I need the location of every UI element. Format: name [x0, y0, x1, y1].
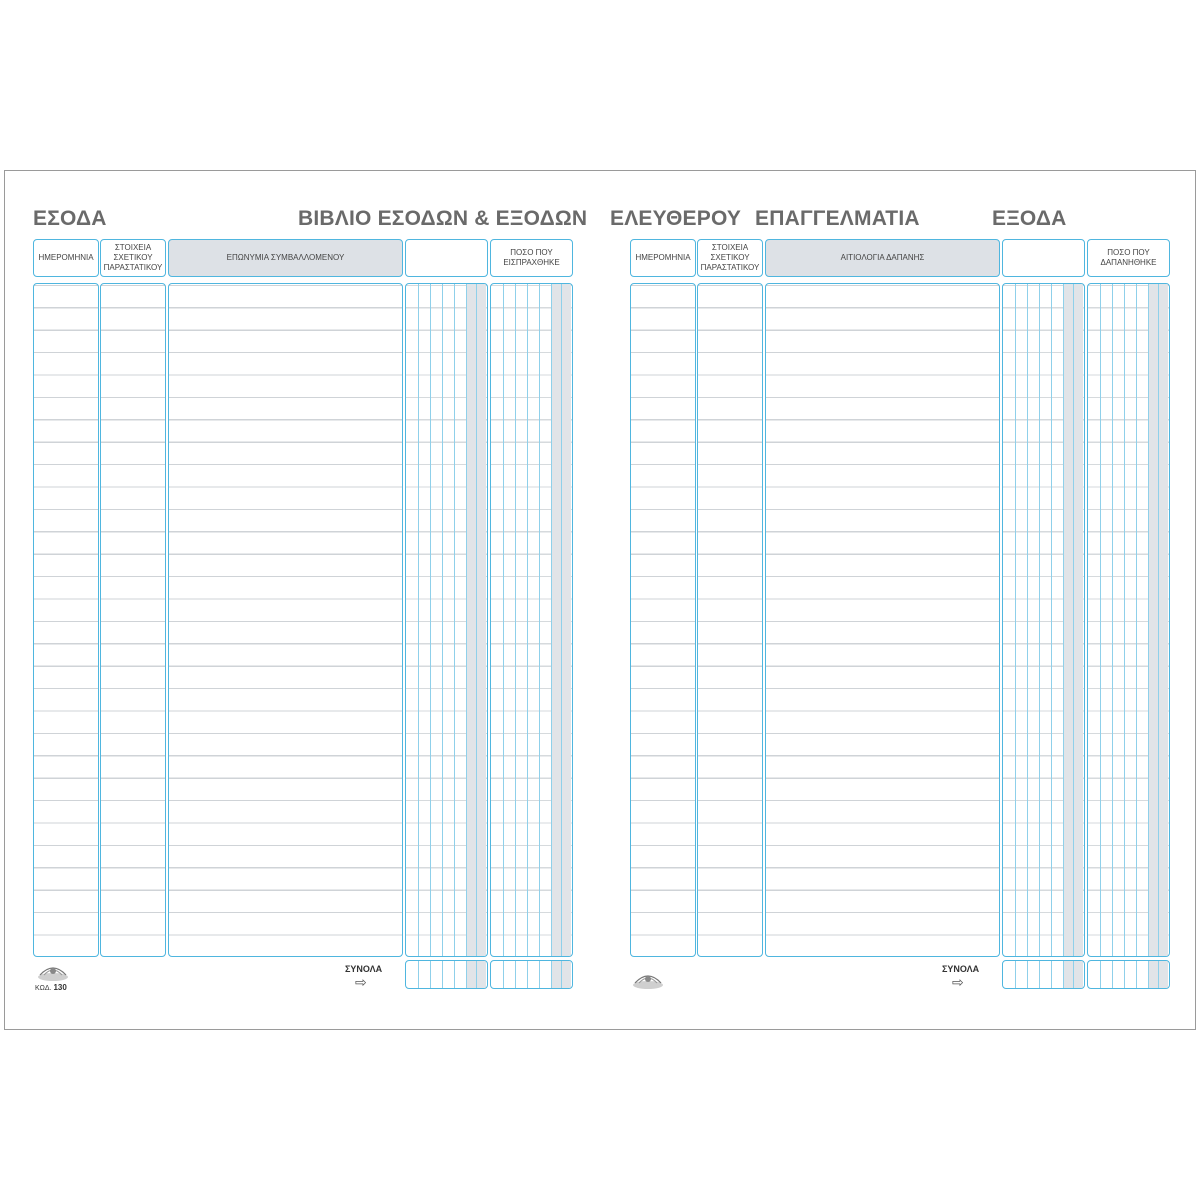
- header-date-label: ΗΜΕΡΟΜΗΝΙΑ: [38, 253, 94, 262]
- header-amount-received: [490, 239, 573, 277]
- totals-label-left: ΣΥΝΟΛΑ: [345, 964, 383, 974]
- header-date-right: [630, 239, 696, 277]
- column-document[interactable]: [100, 283, 166, 957]
- product-code-value: 130: [53, 983, 67, 992]
- header-blank-column: [405, 239, 488, 277]
- column-expense-reason[interactable]: [765, 283, 1000, 957]
- column-amount-spent[interactable]: [1087, 283, 1170, 957]
- header-blank-column-right: [1002, 239, 1085, 277]
- publisher-logo-icon: [630, 971, 666, 991]
- totals-amount-spent[interactable]: [1087, 960, 1170, 989]
- product-code-label: ΚΩΔ.: [35, 985, 52, 992]
- header-date: [33, 239, 99, 277]
- column-date[interactable]: [33, 283, 99, 957]
- right-page-title-professional: ΕΠΑΓΓΕΛΜΑΤΙΑ: [755, 207, 920, 230]
- column-blank-amount-right[interactable]: [1002, 283, 1085, 957]
- arrow-right-icon: ⇨: [355, 974, 367, 990]
- totals-blank-right[interactable]: [1002, 960, 1085, 989]
- header-document-label: ΣΤΟΙΧΕΙΑ ΣΧΕΤΙΚΟΥ ΠΑΡΑΣΤΑΤΙΚΟΥ: [103, 243, 163, 272]
- header-date-label-right: ΗΜΕΡΟΜΗΝΙΑ: [635, 253, 691, 262]
- column-counterparty[interactable]: [168, 283, 403, 957]
- header-amount-spent: [1087, 239, 1170, 277]
- header-expense-reason: [765, 239, 1000, 277]
- book-title: ΒΙΒΛΙΟ ΕΣΟΔΩΝ & ΕΞΟΔΩΝ: [298, 207, 588, 230]
- publisher-logo-icon: [35, 963, 71, 983]
- totals-label-right: ΣΥΝΟΛΑ: [942, 964, 980, 974]
- header-document-right: [697, 239, 763, 277]
- totals-blank-left[interactable]: [405, 960, 488, 989]
- column-document-right[interactable]: [697, 283, 763, 957]
- column-blank-amount[interactable]: [405, 283, 488, 957]
- header-counterparty-name: [168, 239, 403, 277]
- column-date-right[interactable]: [630, 283, 696, 957]
- header-amount-spent-label: ΠΟΣΟ ΠΟΥ ΔΑΠΑΝΗΘΗΚΕ: [1100, 248, 1157, 267]
- header-document: [100, 239, 166, 277]
- totals-amount-received[interactable]: [490, 960, 573, 989]
- header-amount-label: ΠΟΣΟ ΠΟΥ ΕΙΣΠΡΑΧΘΗΚΕ: [503, 248, 560, 267]
- left-page-title-income: ΕΣΟΔΑ: [33, 207, 107, 230]
- ledger-sheet: [4, 170, 1196, 1030]
- arrow-right-icon: ⇨: [952, 974, 964, 990]
- product-code: [35, 983, 67, 992]
- right-page-title-freelancer: ΕΛΕΥΘΕΡΟΥ: [610, 207, 742, 230]
- column-amount-received[interactable]: [490, 283, 573, 957]
- header-expense-reason-label: ΑΙΤΙΟΛΟΓΙΑ ΔΑΠΑΝΗΣ: [840, 253, 925, 262]
- header-counterparty-label: ΕΠΩΝΥΜΙΑ ΣΥΜΒΑΛΛΟΜΕΝΟΥ: [226, 253, 345, 262]
- right-page-title-expenses: ΕΞΟΔΑ: [992, 207, 1067, 230]
- header-document-label-right: ΣΤΟΙΧΕΙΑ ΣΧΕΤΙΚΟΥ ΠΑΡΑΣΤΑΤΙΚΟΥ: [700, 243, 760, 272]
